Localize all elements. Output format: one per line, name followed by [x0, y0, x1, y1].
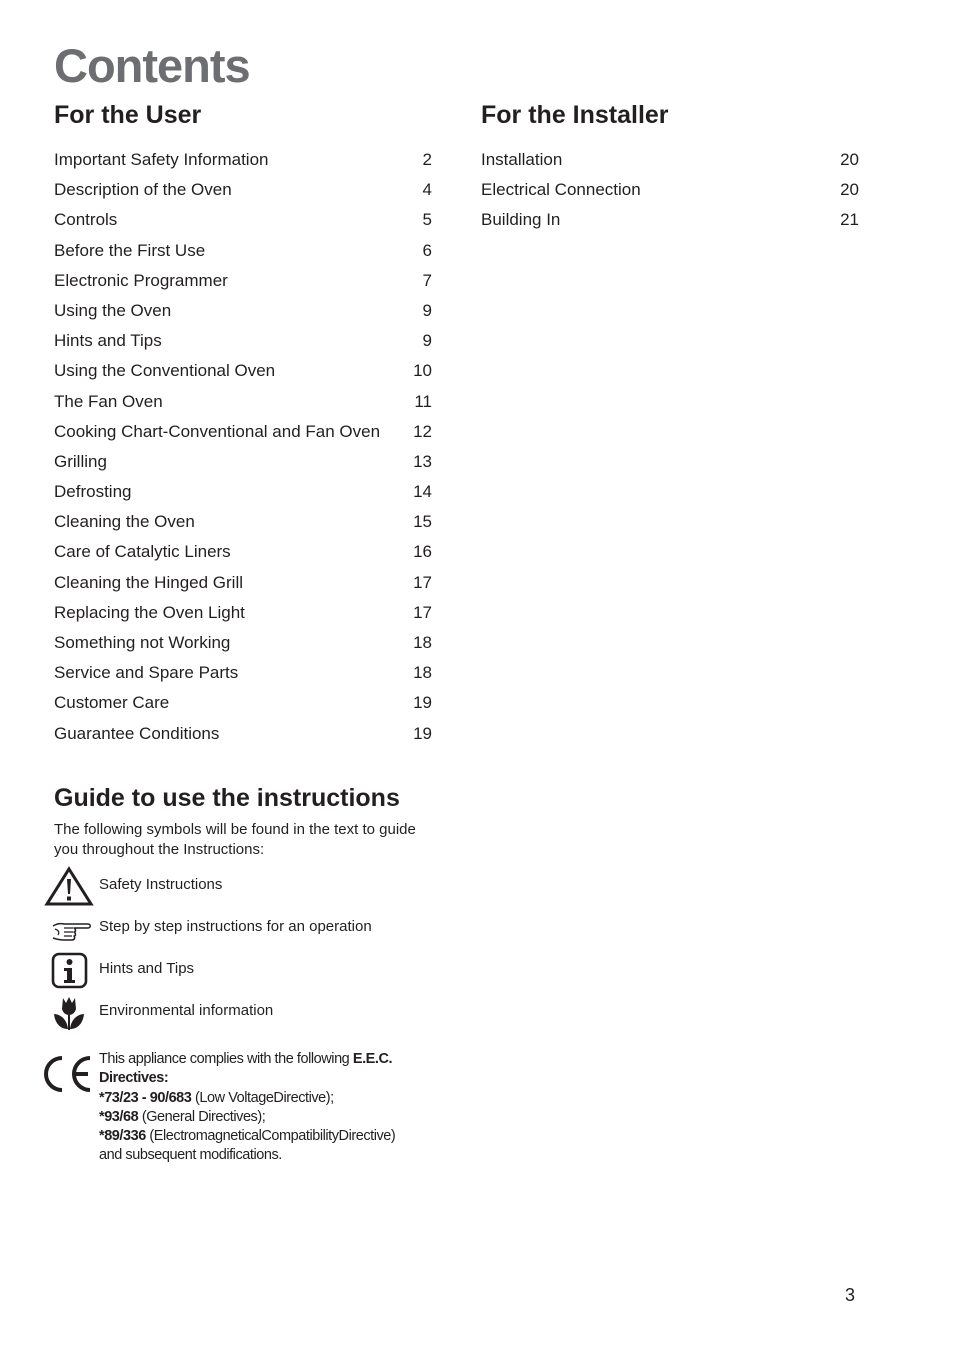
toc-entry	[54, 388, 432, 418]
toc-entry-title: Description of the Oven	[54, 180, 232, 200]
ce-closing: and subsequent modifications.	[99, 1147, 282, 1164]
toc-entry-title: Using the Conventional Oven	[54, 361, 276, 381]
tulip-environment-icon	[44, 992, 94, 1034]
toc-entry-page: 7	[422, 270, 432, 290]
toc-entry-title: Replacing the Oven Light	[54, 602, 245, 622]
toc-entry-page: 18	[413, 633, 432, 652]
toc-entry	[54, 659, 432, 689]
directive-description: (Low VoltageDirective);	[191, 1089, 334, 1106]
toc-entry-title: The Fan Oven	[54, 391, 163, 411]
directive-code: *93/68	[99, 1108, 139, 1125]
toc-entry	[54, 327, 432, 357]
toc-entry	[54, 689, 432, 719]
toc-entry-page: 2	[422, 150, 432, 169]
toc-entry	[54, 629, 432, 659]
user-contents-list	[54, 146, 432, 750]
toc-entry-title: Controls	[54, 210, 118, 230]
toc-entry-title: Electrical Connection	[481, 180, 641, 200]
toc-entry-title: Hints and Tips	[54, 331, 162, 351]
guide-heading: Guide to use the instructions	[54, 784, 400, 812]
toc-entry-page: 9	[422, 331, 432, 351]
toc-entry-page: 5	[422, 210, 432, 230]
toc-entry	[481, 146, 859, 176]
symbol-label: Safety Instructions	[99, 876, 223, 893]
symbol-row-step	[44, 908, 444, 950]
installer-section-heading: For the Installer	[481, 101, 669, 129]
toc-entry-page: 17	[413, 602, 432, 622]
toc-entry	[54, 448, 432, 478]
toc-entry	[54, 478, 432, 508]
toc-entry-title: Service and Spare Parts	[54, 663, 239, 683]
toc-entry	[54, 599, 432, 629]
toc-entry-title: Care of Catalytic Liners	[54, 542, 231, 562]
symbol-label: Hints and Tips	[99, 960, 195, 977]
toc-entry-page: 19	[413, 693, 432, 713]
toc-entry	[54, 176, 432, 206]
toc-entry-title: Something not Working	[54, 633, 231, 652]
toc-entry-page: 20	[840, 150, 859, 169]
toc-entry-title: Defrosting	[54, 482, 132, 502]
toc-entry-page: 4	[422, 180, 432, 200]
page-title: Contents	[54, 39, 250, 92]
symbol-row-environment	[44, 992, 444, 1034]
page-number: 3	[845, 1285, 856, 1305]
toc-entry-page: 13	[413, 451, 432, 471]
toc-entry	[54, 297, 432, 327]
toc-entry	[481, 206, 859, 236]
toc-entry-page: 17	[413, 572, 432, 592]
ce-directives-label: E.E.C. Directives:	[99, 1051, 393, 1087]
toc-entry	[54, 569, 432, 599]
directive-code: *73/23 - 90/683	[99, 1089, 192, 1106]
toc-entry-page: 12	[413, 421, 432, 441]
toc-entry-title: Guarantee Conditions	[54, 723, 220, 743]
toc-entry-title: Using the Oven	[54, 300, 172, 320]
directive-code: *89/336	[99, 1128, 146, 1145]
toc-entry-title: Building In	[481, 210, 561, 230]
toc-entry-page: 14	[413, 482, 432, 502]
toc-entry-title: Customer Care	[54, 693, 170, 713]
installer-contents-list	[481, 146, 859, 237]
symbol-row-hints	[44, 950, 444, 992]
toc-entry-page: 9	[422, 300, 432, 320]
directive-description: (ElectromagneticalCompatibilityDirective)	[145, 1128, 396, 1145]
ce-directives-text	[99, 1050, 444, 1166]
toc-entry	[54, 237, 432, 267]
toc-entry-page: 6	[422, 240, 432, 260]
warning-triangle-icon	[44, 866, 94, 908]
toc-entry-page: 16	[413, 542, 432, 562]
toc-entry-title: Cleaning the Oven	[54, 512, 195, 532]
toc-entry-page: 15	[413, 512, 432, 532]
toc-entry	[54, 538, 432, 568]
toc-entry	[54, 267, 432, 297]
toc-entry	[54, 720, 432, 750]
symbol-row-safety	[44, 866, 444, 908]
toc-entry-title: Electronic Programmer	[54, 270, 228, 290]
toc-entry-page: 19	[413, 723, 432, 743]
toc-entry-title: Cleaning the Hinged Grill	[54, 572, 243, 592]
toc-entry-page: 18	[413, 663, 432, 683]
toc-entry	[54, 206, 432, 236]
toc-entry-title: Cooking Chart-Conventional and Fan Oven	[54, 421, 381, 441]
ce-compliance-block	[40, 1050, 450, 1180]
toc-entry	[54, 146, 432, 176]
guide-intro: The following symbols will be found in the text to guide you throughout the Instructions:	[54, 821, 416, 858]
ce-mark-icon	[40, 1054, 94, 1094]
toc-entry	[54, 357, 432, 387]
info-icon	[44, 950, 94, 992]
pointing-hand-icon	[44, 908, 94, 950]
toc-entry	[54, 508, 432, 538]
directive-description: (General Directives);	[138, 1108, 266, 1125]
toc-entry-page: 11	[414, 391, 432, 411]
toc-entry-title: Before the First Use	[54, 240, 206, 260]
toc-entry-page: 20	[840, 180, 859, 200]
toc-entry	[481, 176, 859, 206]
toc-entry-page: 21	[840, 210, 859, 230]
toc-entry-title: Important Safety Information	[54, 150, 269, 169]
ce-intro: This appliance complies with the following	[99, 1051, 353, 1067]
toc-entry-title: Grilling	[54, 451, 107, 471]
user-section-heading: For the User	[54, 101, 202, 129]
symbol-label: Step by step instructions for an operation	[99, 918, 372, 935]
toc-entry-page: 10	[413, 361, 432, 381]
toc-entry	[54, 418, 432, 448]
toc-entry-title: Installation	[481, 150, 563, 169]
symbol-label: Environmental information	[99, 1002, 274, 1019]
